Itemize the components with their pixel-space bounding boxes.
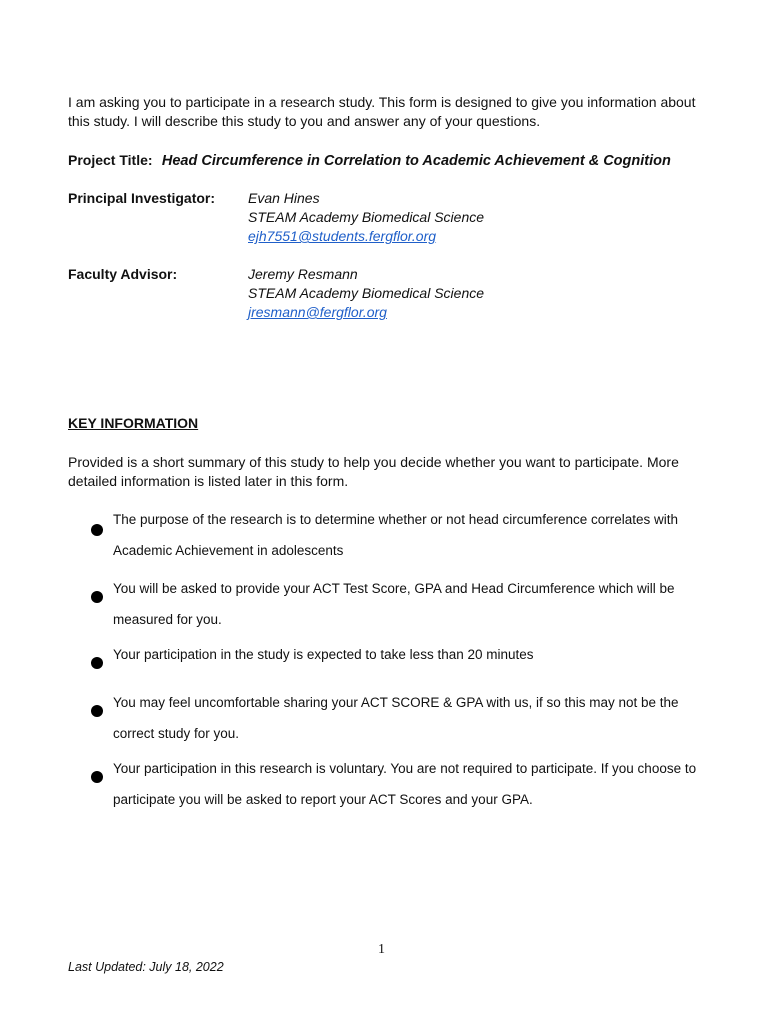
faculty-advisor-name: Jeremy Resmann [248, 266, 358, 282]
key-information-heading: KEY INFORMATION [68, 415, 199, 431]
page-number: 1 [378, 942, 385, 957]
bullet-text: You may feel uncomfortable sharing your ACT SCORE & GPA with us, if so this may not be the correct study for you. [113, 695, 679, 741]
project-title: Head Circumference in Correlation to Academic Achievement & Cognition [161, 153, 671, 169]
faculty-advisor-email-link[interactable]: jresmann@fergflor.org [248, 304, 387, 320]
bullet-text: Your participation in the study is expected to take less than 20 minutes [113, 647, 534, 662]
principal-investigator-label: Principal Investigator: [68, 190, 216, 206]
principal-investigator-affiliation: STEAM Academy Biomedical Science [248, 209, 485, 225]
bullet-icon [91, 771, 103, 783]
bullet-text: The purpose of the research is to determine whether or not head circumference correlates with Academic Achievement in adolescents [113, 512, 679, 558]
faculty-advisor-label: Faculty Advisor: [68, 266, 178, 282]
project-title-row [68, 150, 728, 171]
project-title-label: Project Title: [68, 152, 153, 168]
bullet-icon [91, 591, 103, 603]
key-information-summary: Provided is a short summary of this study to help you decide whether you want to participate. More detailed information is listed later in this form. [68, 454, 679, 489]
bullet-icon [91, 524, 103, 536]
intro-paragraph: I am asking you to participate in a research study. This form is designed to give you information about this study. I will describe this study to you and answer any of your questions. [68, 94, 696, 129]
bullet-icon [91, 705, 103, 717]
faculty-advisor-details [248, 265, 484, 322]
bullet-text: Your participation in this research is voluntary. You are not required to participate. If you choose to participate you will be asked to report your ACT Scores and your GPA. [113, 761, 697, 807]
bullet-text: You will be asked to provide your ACT Test Score, GPA and Head Circumference which will be measured for you. [113, 581, 675, 627]
principal-investigator-details [248, 189, 484, 246]
principal-investigator-name: Evan Hines [248, 190, 320, 206]
bullet-icon [91, 657, 103, 669]
last-updated-note: Last Updated: July 18, 2022 [68, 960, 224, 974]
faculty-advisor-affiliation: STEAM Academy Biomedical Science [248, 285, 485, 301]
principal-investigator-email-link[interactable]: ejh7551@students.fergflor.org [248, 228, 437, 244]
